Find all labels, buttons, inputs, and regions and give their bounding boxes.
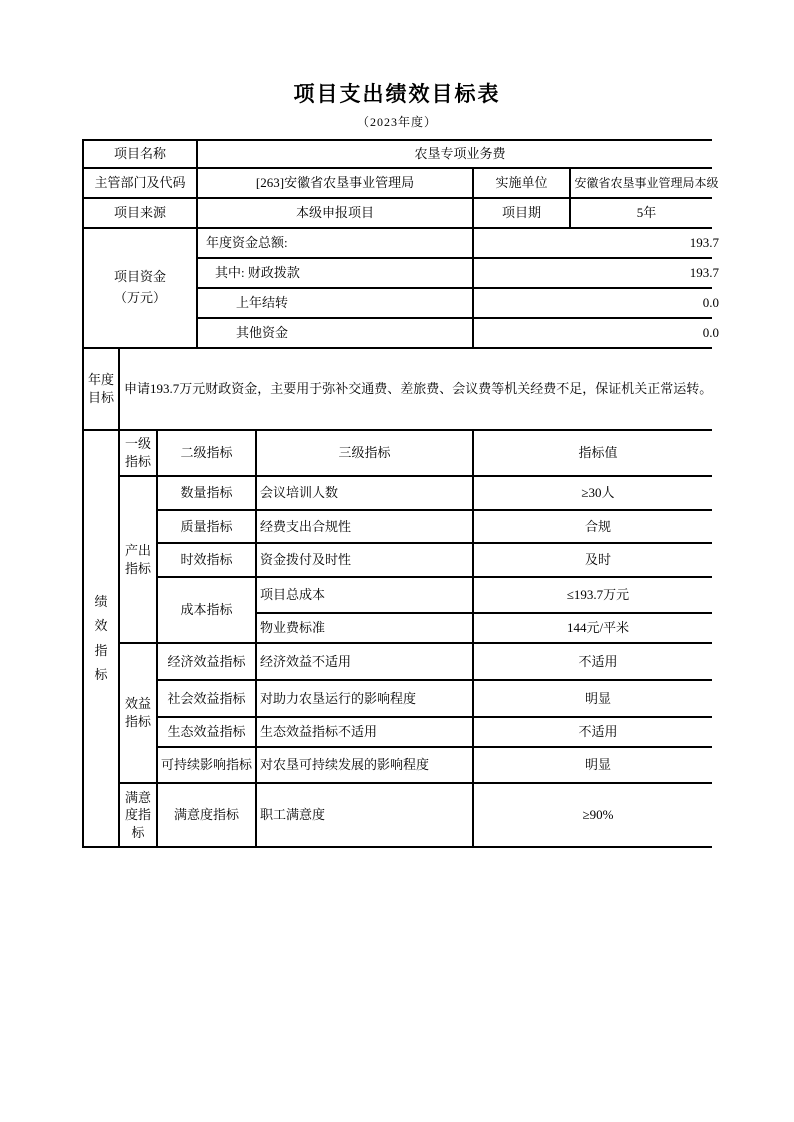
header-value: 指标值 bbox=[474, 431, 722, 475]
l1-benefit-text: 效益指标 bbox=[124, 696, 151, 729]
funds-carryover-label: 上年结转 bbox=[198, 289, 472, 317]
annual-target-content bbox=[120, 349, 722, 429]
funds-other-value: 0.0 bbox=[474, 319, 722, 347]
funds-label-text: 项目资金（万元） bbox=[113, 269, 166, 305]
val-row-4: 144元/平米 bbox=[474, 614, 722, 642]
val-row-8: 明显 bbox=[474, 748, 722, 782]
page-title: 项目支出绩效目标表 bbox=[293, 82, 501, 106]
val-row-7: 不适用 bbox=[474, 718, 722, 746]
val-row-5: 不适用 bbox=[474, 644, 722, 679]
l2-quality: 质量指标 bbox=[158, 511, 255, 542]
l2-quantity: 数量指标 bbox=[158, 477, 255, 509]
l2-economic: 经济效益指标 bbox=[158, 644, 255, 679]
l3-row-9: 职工满意度 bbox=[257, 784, 472, 846]
l3-row-5: 经济效益不适用 bbox=[257, 644, 472, 679]
l1-benefit bbox=[120, 644, 156, 782]
l3-row-2: 资金拨付及时性 bbox=[257, 544, 472, 576]
l2-satisfaction: 满意度指标 bbox=[158, 784, 255, 846]
l1-output-text: 产出指标 bbox=[124, 542, 151, 576]
header-level1 bbox=[120, 431, 156, 475]
header-level2: 二级指标 bbox=[158, 431, 255, 475]
l2-ecological: 生态效益指标 bbox=[158, 718, 255, 746]
val-row-1: 合规 bbox=[474, 511, 722, 542]
l3-row-8: 对农垦可持续发展的影响程度 bbox=[257, 748, 472, 782]
annual-target-text: 申请193.7万元财政资金，主要用于弥补交通费、差旅费、会议费等机关经费不足，保证机关正常运转。 bbox=[124, 380, 713, 396]
funds-label bbox=[84, 229, 196, 347]
l3-row-0: 会议培训人数 bbox=[257, 477, 472, 509]
l2-social: 社会效益指标 bbox=[158, 681, 255, 716]
l2-timeliness: 时效指标 bbox=[158, 544, 255, 576]
val-row-3: ≤193.7万元 bbox=[474, 578, 722, 612]
project-name-value: 农垦专项业务费 bbox=[198, 141, 722, 167]
page-subtitle: （2023年度） bbox=[356, 115, 437, 129]
term-value: 5年 bbox=[571, 199, 722, 227]
val-row-0: ≥30人 bbox=[474, 477, 722, 509]
funds-fiscal-value: 193.7 bbox=[474, 259, 722, 287]
header-level1-text: 一级指标 bbox=[124, 436, 151, 469]
annual-target-label bbox=[84, 349, 118, 429]
l1-satisfaction bbox=[120, 784, 156, 846]
l3-row-7: 生态效益指标不适用 bbox=[257, 718, 472, 746]
l3-row-1: 经费支出合规性 bbox=[257, 511, 472, 542]
source-label: 项目来源 bbox=[84, 199, 196, 227]
term-label: 项目期 bbox=[474, 199, 569, 227]
impl-unit-value: 安徽省农垦事业管理局本级 bbox=[571, 169, 722, 197]
funds-total-label: 年度资金总额: bbox=[198, 229, 472, 257]
header-level3: 三级指标 bbox=[257, 431, 472, 475]
indicators-section-label bbox=[84, 431, 118, 846]
val-row-6: 明显 bbox=[474, 681, 722, 716]
indicators-section-label-text: 绩效指标 bbox=[94, 594, 108, 682]
funds-total-value: 193.7 bbox=[474, 229, 722, 257]
dept-value: [263]安徽省农垦事业管理局 bbox=[198, 169, 472, 197]
dept-label: 主管部门及代码 bbox=[84, 169, 196, 197]
l1-satisfaction-text: 满意度指标 bbox=[124, 789, 151, 840]
project-name-label: 项目名称 bbox=[84, 141, 196, 167]
annual-target-label-text: 年度目标 bbox=[87, 372, 114, 405]
source-value: 本级申报项目 bbox=[198, 199, 472, 227]
impl-unit-label: 实施单位 bbox=[474, 169, 569, 197]
l3-row-4: 物业费标准 bbox=[257, 614, 472, 642]
l3-row-3: 项目总成本 bbox=[257, 578, 472, 612]
l2-cost: 成本指标 bbox=[158, 578, 255, 642]
val-row-2: 及时 bbox=[474, 544, 722, 576]
funds-other-label: 其他资金 bbox=[198, 319, 472, 347]
performance-target-table bbox=[82, 139, 719, 848]
l2-sustainable: 可持续影响指标 bbox=[158, 748, 255, 782]
l1-output bbox=[120, 477, 156, 642]
val-row-9: ≥90% bbox=[474, 784, 722, 846]
funds-carryover-value: 0.0 bbox=[474, 289, 722, 317]
funds-fiscal-label: 其中: 财政拨款 bbox=[198, 259, 472, 287]
l3-row-6: 对助力农垦运行的影响程度 bbox=[257, 681, 472, 716]
